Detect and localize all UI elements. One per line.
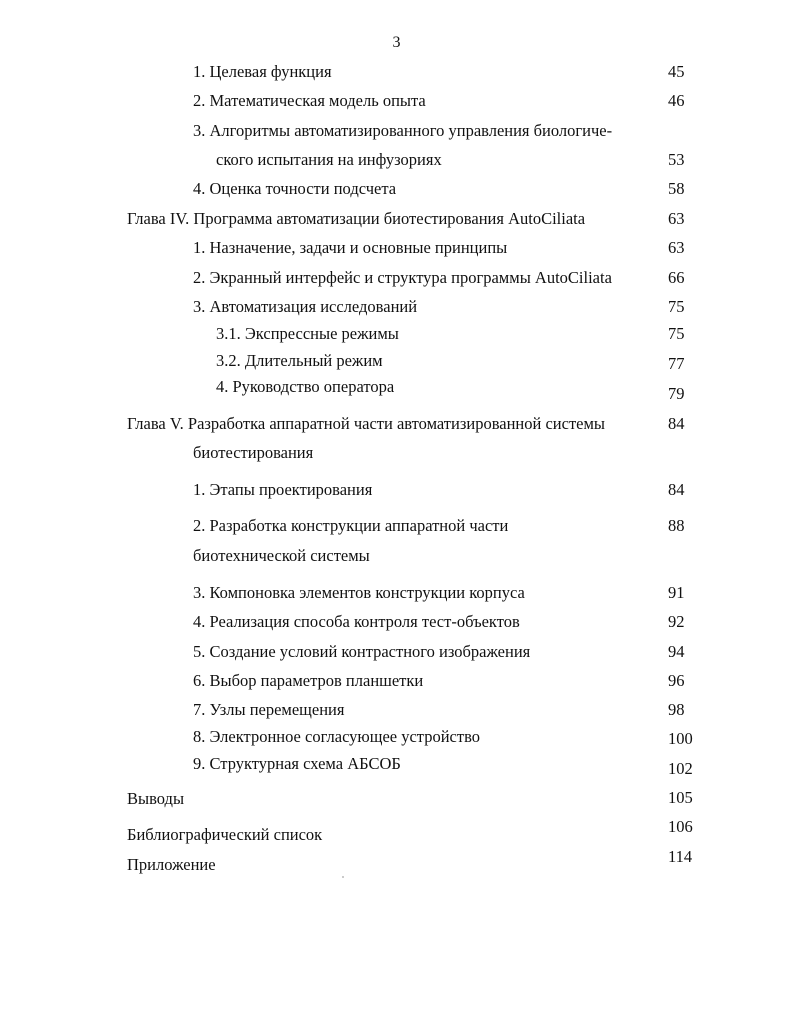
- toc-entry-text: 3. Автоматизация исследований: [193, 297, 418, 316]
- toc-entry-page: 46: [668, 91, 685, 110]
- toc-entry-text: 8. Электронное согласующее устройство: [193, 727, 481, 746]
- scan-speck: [342, 876, 344, 878]
- toc-entry-text: 4. Оценка точности подсчета: [193, 179, 397, 198]
- toc-entry-page: 84: [668, 414, 685, 433]
- toc-entry-text: 4. Реализация способа контроля тест-объектов: [193, 612, 520, 631]
- toc-subentry-text: 4. Руководство оператора: [216, 377, 395, 396]
- toc-entry-page: 100: [668, 729, 693, 748]
- toc-entry-text: 9. Структурная схема АБСОБ: [193, 754, 401, 773]
- toc-entry-page: 58: [668, 179, 685, 198]
- toc-chapter-title: Глава IV. Программа автоматизации биотестирования AutoCiliata: [127, 209, 586, 228]
- toc-entry-page: 75: [668, 324, 685, 343]
- toc-entry-page: 114: [668, 847, 693, 866]
- page-number: 3: [392, 34, 401, 51]
- toc-entry-page: 98: [668, 700, 685, 719]
- toc-entry-text: 2. Разработка конструкции аппаратной части: [193, 516, 509, 535]
- toc-entry-text: 3. Компоновка элементов конструкции корпуса: [193, 583, 525, 602]
- toc-entry-text: 1. Назначение, задачи и основные принципы: [193, 238, 508, 257]
- toc-chapter-title-continuation: биотестирования: [193, 443, 314, 462]
- toc-section-title: Приложение: [127, 855, 216, 874]
- toc-entry-text: 5. Создание условий контрастного изображения: [193, 642, 531, 661]
- toc-entry-page: 96: [668, 671, 685, 690]
- toc-entry-page: 75: [668, 297, 685, 316]
- toc-chapter-title: Глава V. Разработка аппаратной части автоматизированной системы: [127, 414, 606, 433]
- toc-entry-page: 88: [668, 516, 685, 535]
- toc-entry-text: 6. Выбор параметров планшетки: [193, 671, 424, 690]
- toc-entry-text: 7. Узлы перемещения: [193, 700, 345, 719]
- toc-entry-page: 106: [668, 817, 693, 836]
- toc-entry-page: 91: [668, 583, 685, 602]
- toc-entry-page: 105: [668, 788, 693, 807]
- toc-entry-page: 63: [668, 238, 685, 257]
- toc-entry-page: 94: [668, 642, 685, 661]
- toc-subentry-text: 3.1. Экспрессные режимы: [216, 324, 399, 343]
- toc-entry-text: 1. Этапы проектирования: [193, 480, 373, 499]
- toc-entry-page: 102: [668, 759, 693, 778]
- toc-entry-page: 84: [668, 480, 685, 499]
- toc-entry-text: 2. Математическая модель опыта: [193, 91, 426, 110]
- toc-entry-page: 92: [668, 612, 685, 631]
- toc-entry-page: 45: [668, 62, 685, 81]
- toc-subentry-text: 3.2. Длительный режим: [216, 351, 383, 370]
- toc-entry-page: 66: [668, 268, 685, 287]
- toc-entry-page: 77: [668, 354, 685, 373]
- toc-entry-text-continuation: биотехнической системы: [193, 546, 370, 565]
- toc-entry-text-continuation: ского испытания на инфузориях: [216, 150, 442, 169]
- toc-entry-page: 53: [668, 150, 685, 169]
- toc-section-title: Выводы: [127, 789, 185, 808]
- toc-section-title: Библиографический список: [127, 825, 323, 844]
- toc-entry-text: 1. Целевая функция: [193, 62, 332, 81]
- toc-entry-text: 2. Экранный интерфейс и структура программы AutoCiliata: [193, 268, 612, 287]
- toc-entry-text: 3. Алгоритмы автоматизированного управления биологиче-: [193, 121, 613, 140]
- toc-entry-page: 63: [668, 209, 685, 228]
- toc-entry-page: 79: [668, 384, 685, 403]
